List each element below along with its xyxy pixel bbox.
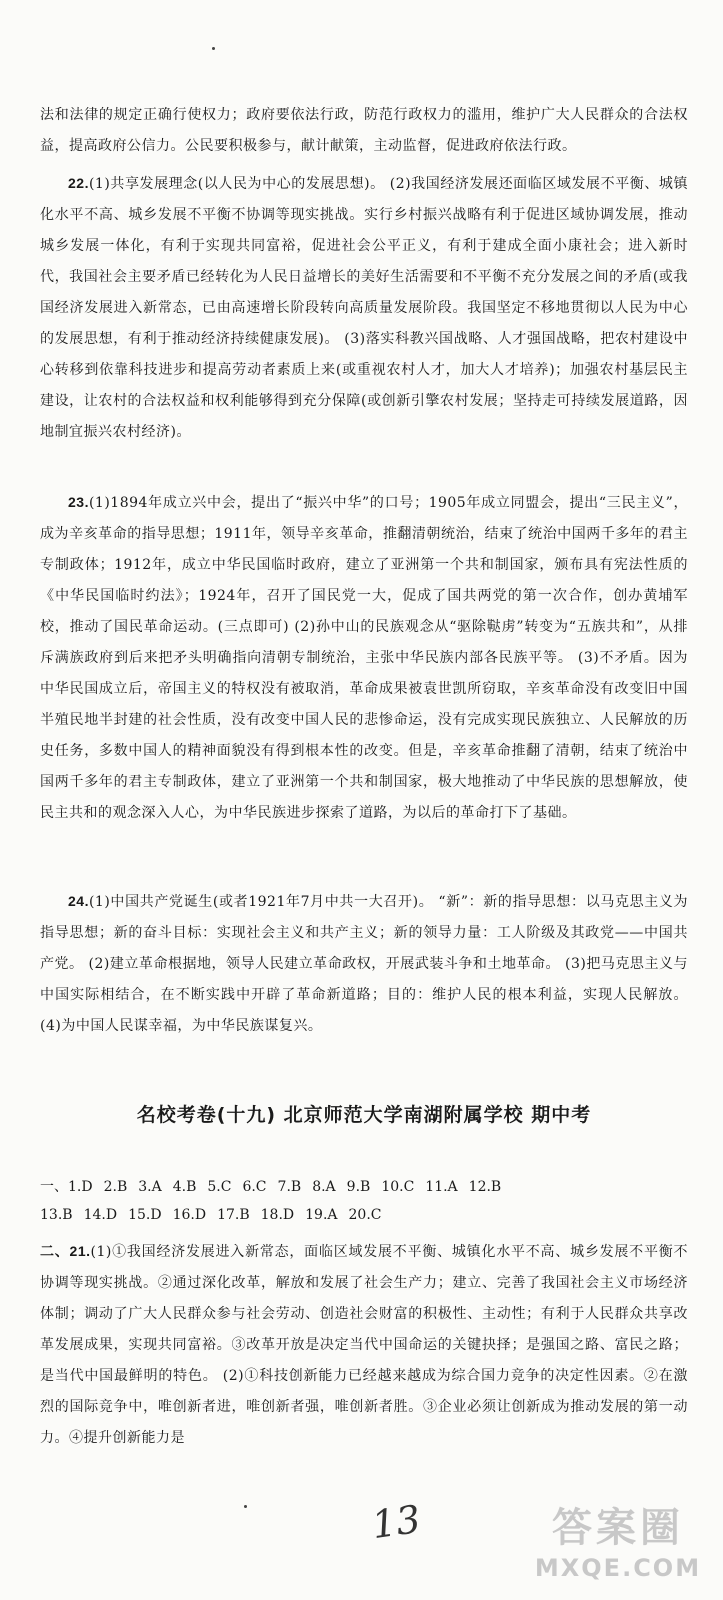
watermark-logo: [523, 1502, 713, 1592]
answer-text: (1)中国共产党诞生(或者1921年7月中共一大召开)。 “新”：新的指导思想：以马克思主义为指导思想；新的奋斗目标：实现社会主义和共产主义；新的领导力量：工人阶级及其政党——中国共产党。 (2)建立革命根据地，领导人民建立革命政权，开展武装斗争和土地革命。 (3)把马克思主义与中国实际相结合，在不断实践中开辟了革命新道路；目的：维护人民的根本利益，实现人民解放。 (4)为中国人民谋幸福，为中华民族谋复兴。: [40, 894, 688, 1034]
page-number: 13: [369, 1496, 424, 1548]
mc-answer: 1.D: [68, 1179, 93, 1195]
mc-answer: 4.B: [172, 1179, 197, 1195]
mc-answer: 11.A: [425, 1179, 458, 1195]
mc-answer: 13.B: [40, 1207, 73, 1223]
mc-answer: 19.A: [305, 1207, 338, 1223]
watermark-text: 答案圈: [552, 1505, 684, 1551]
mc-answer: 17.B: [217, 1207, 250, 1223]
question-number: 22.: [68, 175, 89, 191]
multiple-choice-answers-row2: [40, 1207, 690, 1223]
mc-answer: 9.B: [346, 1179, 371, 1195]
section-title: 名校考卷(十九) 北京师范大学南湖附属学校 期中考: [136, 1104, 592, 1126]
mc-answer: 2.B: [103, 1179, 128, 1195]
answer-text: (1)1894年成立兴中会，提出了“振兴中华”的口号；1905年成立同盟会，提出“三民主义”，成为辛亥革命的指导思想；1911年，领导辛亥革命，推翻清朝统治，结束了统治中国两千多年的君主专制政体；1912年，成立中华民国临时政府，建立了亚洲第一个共和制国家，颁布具有宪法性质的《中华民国临时约法》；1924年，召开了国民党一大，促成了国共两党的第一次合作，创办黄埔军校，推动了国民革命运动。(三点即可) (2)孙中山的民族观念从“驱除鞑虏”转变为“五族共和”，从排斥满族政府到后来把矛头明确指向清朝专制统治，主张中华民族内部各民族平等。 (3)不矛盾。因为中华民国成立后，帝国主义的特权没有被取消，革命成果被袁世凯所窃取，辛亥革命没有改变旧中国半殖民地半封建的社会性质，没有改变中国人民的悲惨命运，没有完成实现民族独立、人民解放的历史任务，多数中国人的精神面貌没有得到根本性的改变。但是，辛亥革命推翻了清朝，结束了统治中国两千多年的君主专制政体，建立了亚洲第一个共和制国家，极大地推动了中华民族的思想解放，使民主共和的观念深入人心，为中华民族进步探索了道路，为以后的革命打下了基础。: [40, 495, 688, 821]
mc-answer: 15.D: [128, 1207, 162, 1223]
watermark-url: MXQE.COM: [534, 1554, 702, 1582]
mc-answer: 16.D: [172, 1207, 207, 1223]
question-number: 二、21.: [40, 1243, 91, 1259]
intro-text: 法和法律的规定正确行使权力；政府要依法行政，防范行政权力的滥用，维护广大人民群众的合法权益，提高政府公信力。公民要积极参与，献计献策，主动监督，促进政府依法行政。: [40, 107, 688, 154]
question-number: 23.: [68, 494, 89, 510]
answer-22: [40, 168, 688, 448]
mc-answer: 14.D: [83, 1207, 118, 1223]
scan-speck: [244, 1505, 247, 1508]
multiple-choice-answers-row1: [40, 1176, 690, 1196]
answer-text: (1)共享发展理念(以人民为中心的发展思想)。 (2)我国经济发展还面临区域发展不平衡、城镇化水平不高、城乡发展不平衡不协调等现实挑战。实行乡村振兴战略有利于促进区域协调发展，推动城乡发展一体化，有利于实现共同富裕，促进社会公平正义，有利于建成全面小康社会；进入新时代，我国社会主要矛盾已经转化为人民日益增长的美好生活需要和不平衡不充分发展之间的矛盾(或我国经济发展进入新常态，已由高速增长阶段转向高质量发展阶段。我国坚定不移地贯彻以人民为中心的发展思想，有利于推动经济持续健康发展)。 (3)落实科教兴国战略、人才强国战略，把农村建设中心转移到依靠科技进步和提高劳动者素质上来(或重视农村人才，加大人才培养)；加强农村基层民主建设，让农村的合法权益和权利能够得到充分保障(或创新引擎农村发展；坚持走可持续发展道路，因地制宜振兴农村经济)。: [40, 176, 688, 440]
mc-prefix: 一、: [40, 1179, 68, 1195]
mc-answer: 5.C: [207, 1179, 232, 1195]
answer-24: [40, 886, 688, 1042]
mc-answer: 10.C: [381, 1179, 415, 1195]
mc-answer: 3.A: [138, 1179, 162, 1195]
answer-23: [40, 487, 688, 829]
intro-paragraph: [40, 100, 688, 162]
mc-answer: 18.D: [260, 1207, 295, 1223]
answer-text: (1)①我国经济发展进入新常态，面临区域发展不平衡、城镇化水平不高、城乡发展不平衡不协调等现实挑战。②通过深化改革，解放和发展了社会生产力；建立、完善了我国社会主义市场经济体制；调动了广大人民群众参与社会劳动、创造社会财富的积极性、主动性；有利于人民群众共享改革发展成果，实现共同富裕。③改革开放是决定当代中国命运的关键抉择；是强国之路、富民之路；是当代中国最鲜明的特色。 (2)①科技创新能力已经越来越成为综合国力竞争的决定性因素。②在激烈的国际竞争中，唯创新者进，唯创新者强，唯创新者胜。③企业必须让创新成为推动发展的第一动力。④提升创新能力是: [40, 1244, 688, 1446]
mc-answer: 8.A: [312, 1179, 336, 1195]
mc-answer: 6.C: [242, 1179, 267, 1195]
scan-speck: [212, 47, 215, 50]
question-number: 24.: [68, 893, 89, 909]
answer-21: [40, 1236, 688, 1454]
mc-answer: 20.C: [348, 1207, 382, 1223]
mc-answer: 7.B: [277, 1179, 302, 1195]
mc-answer: 12.B: [468, 1179, 502, 1195]
